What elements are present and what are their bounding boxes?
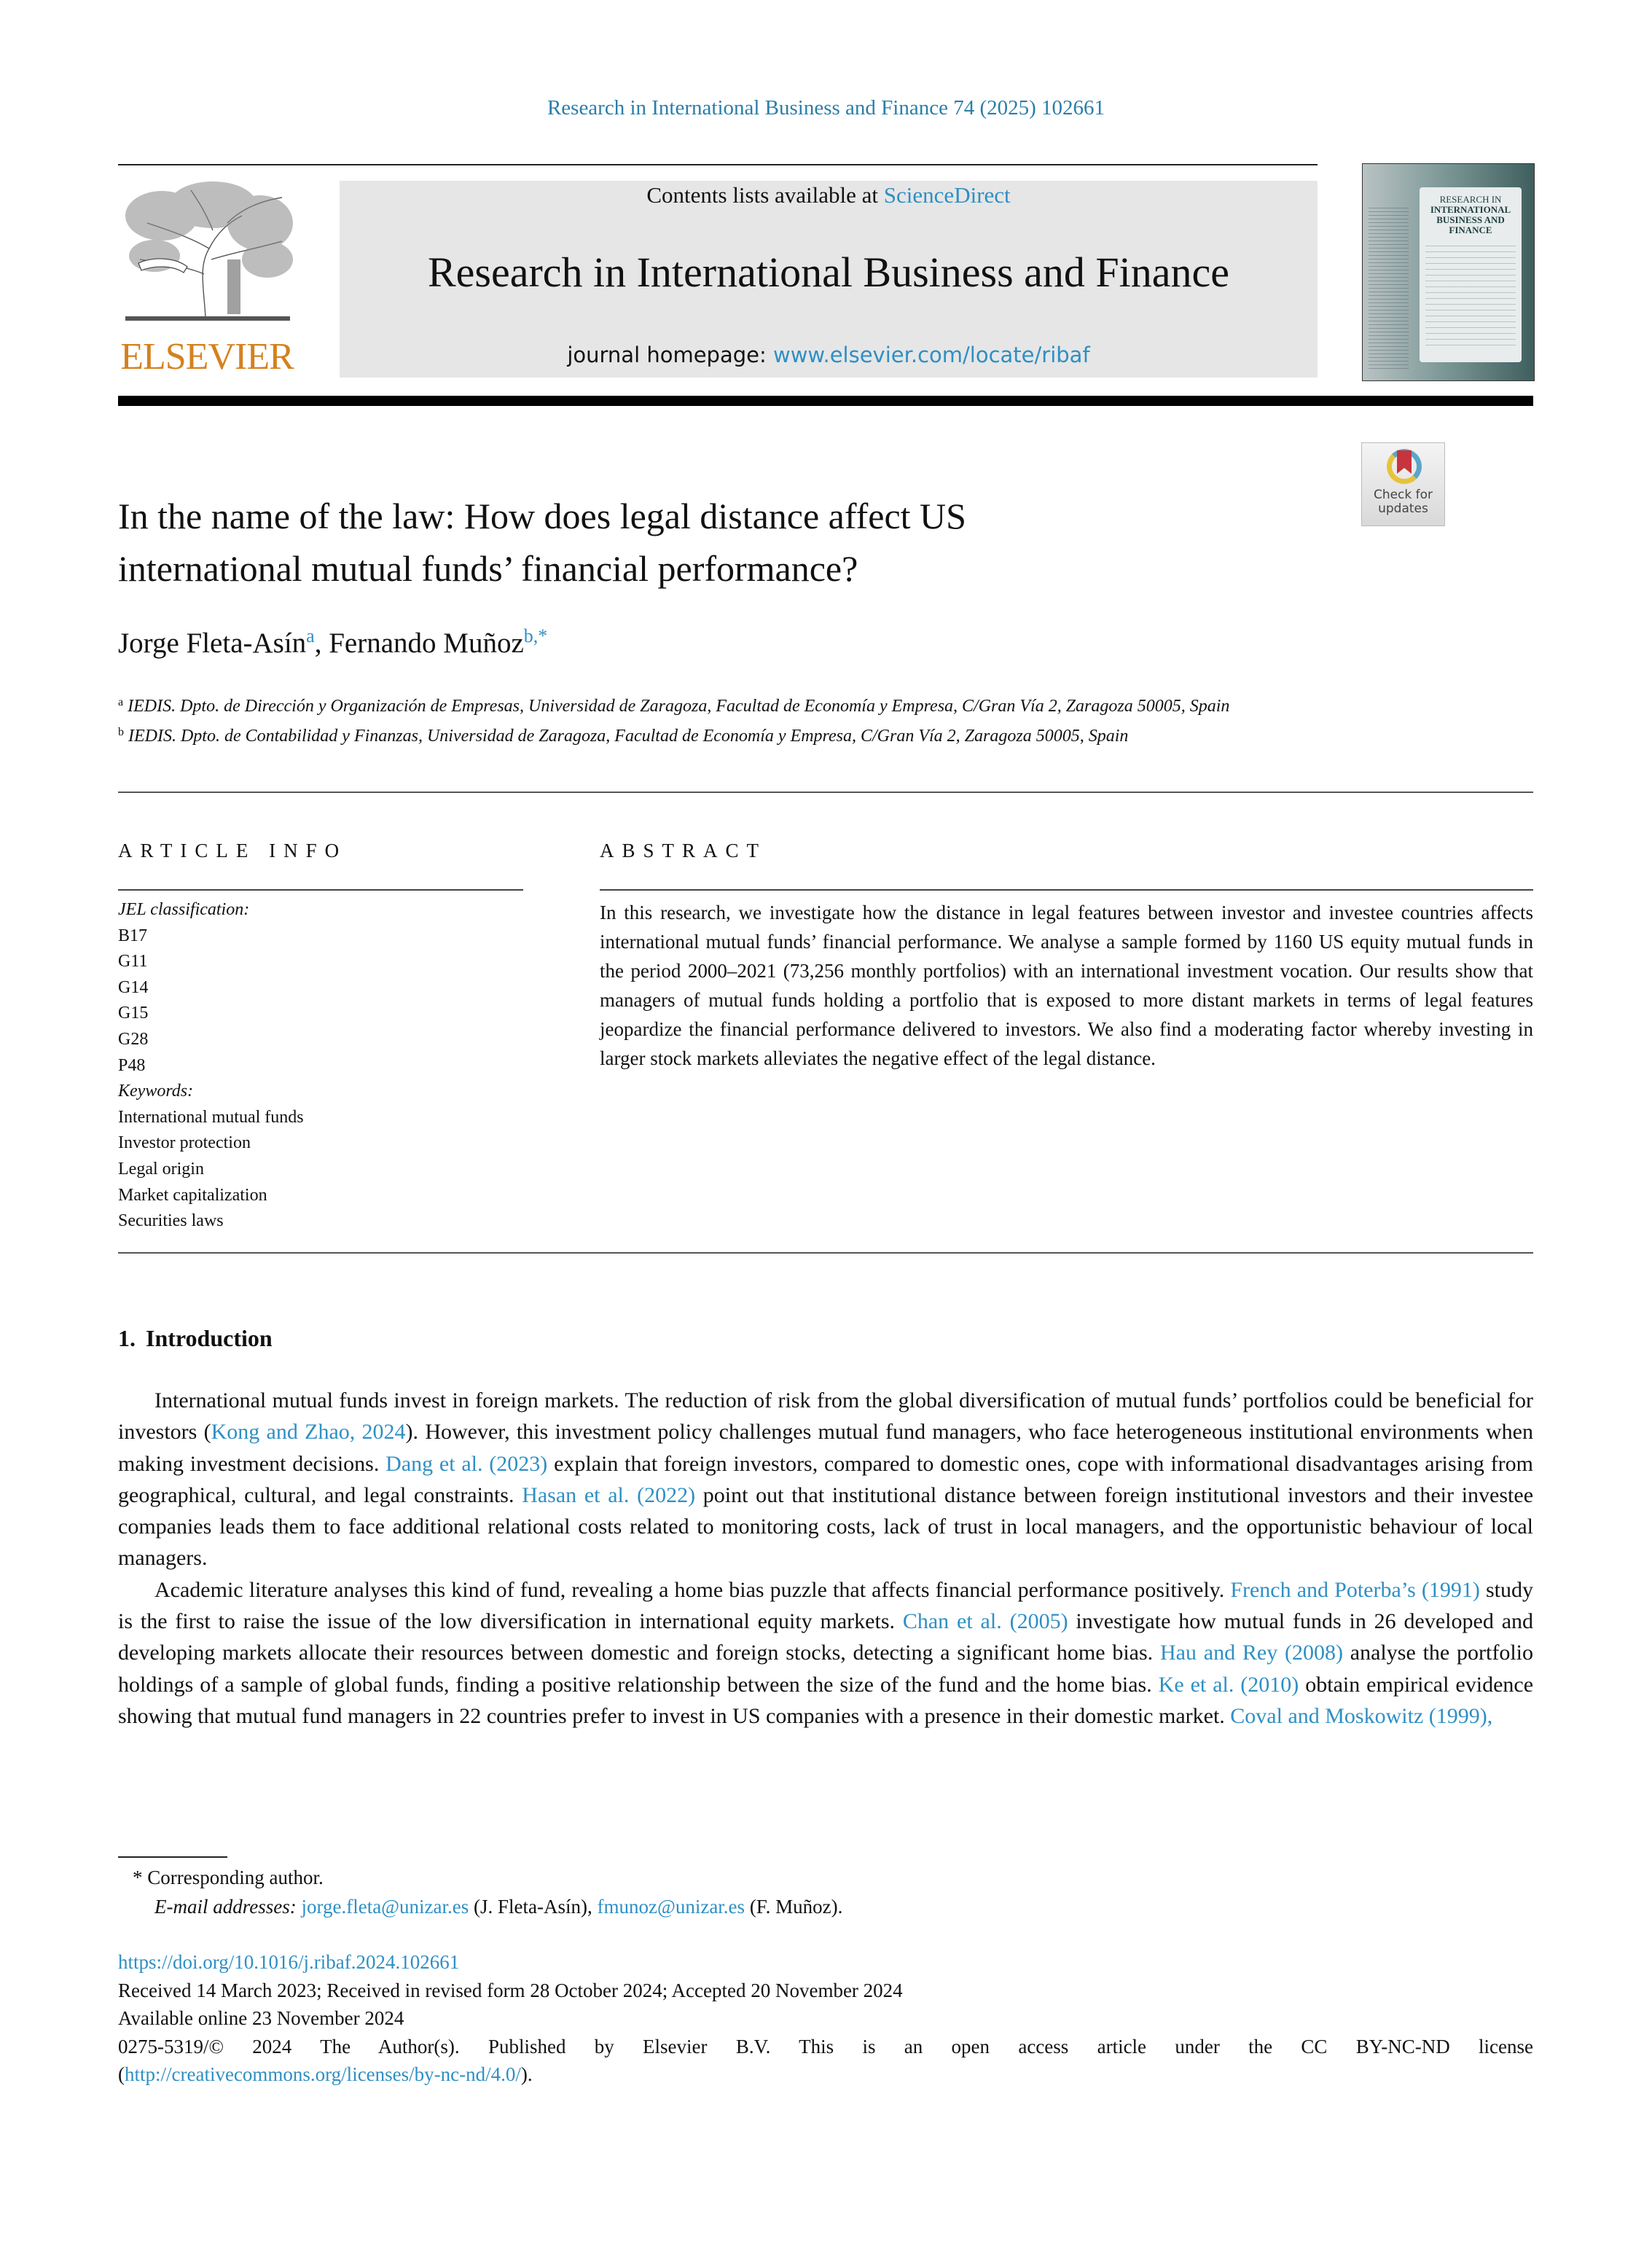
affiliation-marker: a	[118, 696, 124, 708]
email-link[interactable]: fmunoz@unizar.es	[597, 1896, 745, 1918]
section-divider	[118, 792, 1533, 793]
paragraph: Academic literature analyses this kind of fund, revealing a home bias puzzle that affects financial performance positively. French and Poterba’s (1991) study is the first to raise the issue of the low diversification in international equity markets. Chan et al. (2005) investigate how mutual funds in 26 developed and developing markets allocate their resources between domestic and foreign stocks, detecting a significant home bias. Hau and Rey (2008) analyse the portfolio holdings of a sample of global funds, finding a positive relationship between the size of the fund and the home bias. Ke et al. (2010) obtain empirical evidence showing that mutual fund managers in 22 countries prefer to invest in US companies with a presence in their domestic market. Coval and Moskowitz (1999),	[118, 1577, 1534, 1728]
author-affiliation-link[interactable]: b,*	[523, 625, 548, 646]
cover-editor-list	[1369, 208, 1409, 372]
header-rule	[118, 164, 1318, 165]
header-thick-bar	[118, 396, 1533, 406]
check-updates-line: updates	[1378, 501, 1428, 516]
cover-title-line: INTERNATIONAL	[1430, 204, 1511, 215]
jel-code: G14	[118, 977, 149, 997]
article-title-line: international mutual funds’ financial performance?	[118, 548, 858, 589]
jel-code: G28	[118, 1029, 149, 1049]
author-separator: ,	[314, 628, 329, 659]
citation-link[interactable]: French and Poterba’s (1991)	[1230, 1577, 1480, 1602]
author-name: Jorge Fleta-Asín	[118, 628, 307, 659]
available-online: Available online 23 November 2024	[118, 2007, 404, 2030]
journal-homepage-link[interactable]: www.elsevier.com/locate/ribaf	[772, 343, 1090, 367]
cover-title	[1420, 195, 1522, 235]
footnote-rule	[118, 1856, 227, 1858]
article-metadata	[118, 1948, 1533, 2089]
email-note	[118, 1892, 1533, 1921]
author-list	[118, 625, 547, 660]
cover-title-line: RESEARCH IN	[1439, 194, 1502, 205]
article-info-list	[118, 897, 523, 1235]
contents-prefix: Contents lists available at	[646, 182, 884, 208]
paren: (	[118, 2063, 125, 2086]
article-title	[118, 490, 1313, 595]
journal-citation-link[interactable]: Research in International Business and Finance 74 (2025) 102661	[547, 96, 1105, 120]
license-link-line	[118, 2060, 1533, 2089]
check-updates-line: Check for	[1373, 488, 1433, 502]
affiliations	[118, 689, 1313, 749]
citation-link[interactable]: Hasan et al. (2022)	[522, 1482, 696, 1507]
article-info-rule	[118, 889, 523, 891]
cover-title-line: FINANCE	[1449, 224, 1492, 235]
jel-code: G15	[118, 1004, 149, 1023]
cover-panel	[1420, 187, 1522, 362]
keywords-heading: Keywords:	[118, 1082, 194, 1101]
keyword: Investor protection	[118, 1133, 251, 1153]
section-divider	[118, 1252, 1533, 1254]
email-owner: (J. Fleta-Asín),	[469, 1896, 598, 1918]
affiliation-item	[118, 719, 1313, 749]
keyword: Legal origin	[118, 1159, 204, 1179]
author-affiliation-link[interactable]: a	[306, 625, 315, 646]
section-title: Introduction	[146, 1325, 273, 1351]
corresponding-author-note	[118, 1863, 1533, 1892]
paragraph: International mutual funds invest in foreign markets. The reduction of risk from the global diversification of mutual funds’ portfolios could be beneficial for investors (Kong and Zhao, 2024). However, this investment policy challenges mutual fund managers, who face heterogeneous institutional environments when making investment decisions. Dang et al. (2023) explain that foreign investors, compared to domestic ones, cope with informational disadvantages arising from geographical, cultural, and legal constraints. Hasan et al. (2022) point out that institutional distance between foreign institutional investors and their investee companies leads them to face additional relational costs related to monitoring costs, lack of trust in local managers, and the opportunistic behaviour of local managers.	[118, 1388, 1534, 1571]
abstract-text: In this research, we investigate how the distance in legal features between investor and investee countries affects international mutual funds’ financial performance. We analyse a sample formed by 1160 US equity mutual funds in the period 2000–2021 (73,256 monthly portfolios) with an international investment vocation. Our results show that managers of mutual funds holding a portfolio that is exposed to more distant markets in terms of legal features jeopardize the financial performance delivered to investors. We also find a moderating factor whereby investing in larger stock markets alleviates the negative effect of the legal distance.	[600, 902, 1533, 1069]
check-for-updates-button[interactable]	[1361, 442, 1445, 526]
footnote-marker: *	[133, 1867, 143, 1888]
cover-contents-lines	[1425, 246, 1516, 348]
check-for-updates-label	[1362, 488, 1444, 516]
affiliation-item	[118, 689, 1313, 719]
jel-code: G11	[118, 952, 148, 972]
article-info-heading: ARTICLE INFO	[118, 840, 348, 861]
keyword: Securities laws	[118, 1211, 224, 1231]
elsevier-logo	[118, 179, 296, 378]
citation-link[interactable]: Kong and Zhao, 2024	[211, 1420, 406, 1445]
email-label: E-mail addresses:	[154, 1896, 297, 1918]
article-history: Received 14 March 2023; Received in revised form 28 October 2024; Accepted 20 November 2024	[118, 1979, 903, 2001]
footnotes	[118, 1863, 1533, 1921]
keyword: International mutual funds	[118, 1107, 304, 1127]
citation-link[interactable]: Hau and Rey (2008)	[1159, 1641, 1343, 1665]
elsevier-wordmark: ELSEVIER	[120, 336, 294, 378]
doi-link[interactable]: https://doi.org/10.1016/j.ribaf.2024.102661	[118, 1951, 460, 1973]
homepage-line	[340, 343, 1318, 367]
cover-title-line: BUSINESS AND	[1436, 214, 1505, 225]
paren: ).	[520, 2063, 533, 2086]
email-owner: (F. Muñoz).	[745, 1896, 843, 1918]
citation-link[interactable]: Dang et al. (2023)	[385, 1451, 548, 1476]
homepage-prefix: journal homepage:	[567, 343, 773, 367]
citation-link[interactable]: Chan et al. (2005)	[902, 1609, 1068, 1634]
introduction-body	[118, 1385, 1533, 1732]
journal-cover-image	[1362, 163, 1535, 381]
footnote-text: Corresponding author.	[147, 1867, 324, 1888]
journal-title: Research in International Business and Finance	[427, 249, 1230, 296]
jel-heading: JEL classification:	[118, 900, 250, 919]
author-name: Fernando Muñoz	[329, 628, 524, 659]
abstract-heading: ABSTRACT	[600, 840, 767, 861]
sciencedirect-link[interactable]: ScienceDirect	[883, 182, 1011, 208]
section-heading-introduction	[118, 1325, 273, 1352]
journal-masthead	[340, 181, 1318, 378]
citation-link[interactable]: Ke et al. (2010)	[1158, 1672, 1299, 1697]
license-text: 0275-5319/© 2024 The Author(s). Published by Elsevier B.V. This is an open access article under the CC BY-NC-ND license	[118, 2035, 1533, 2057]
section-number: 1.	[118, 1325, 136, 1351]
elsevier-tree-icon	[118, 179, 296, 325]
jel-code: P48	[118, 1055, 146, 1075]
jel-code: B17	[118, 926, 148, 945]
affiliation-text: IEDIS. Dpto. de Contabilidad y Finanzas, Universidad de Zaragoza, Facultad de Economía y Empresa, C/Gran Vía 2, Zaragoza 50005, Spain	[128, 727, 1129, 746]
affiliation-text: IEDIS. Dpto. de Dirección y Organización de Empresas, Universidad de Zaragoza, Facultad de Economía y Empresa, C/Gran Vía 2, Zaragoza 50005, Spain	[128, 697, 1230, 716]
abstract-rule	[600, 889, 1533, 891]
contents-line	[340, 182, 1318, 208]
keyword: Market capitalization	[118, 1185, 267, 1205]
affiliation-marker: b	[118, 726, 124, 738]
license-link[interactable]: http://creativecommons.org/licenses/by-nc-nd/4.0/	[125, 2063, 521, 2086]
citation-link[interactable]: Coval and Moskowitz (1999),	[1230, 1703, 1493, 1728]
article-title-line: In the name of the law: How does legal distance affect US	[118, 496, 966, 536]
email-link[interactable]: jorge.fleta@unizar.es	[301, 1896, 469, 1918]
